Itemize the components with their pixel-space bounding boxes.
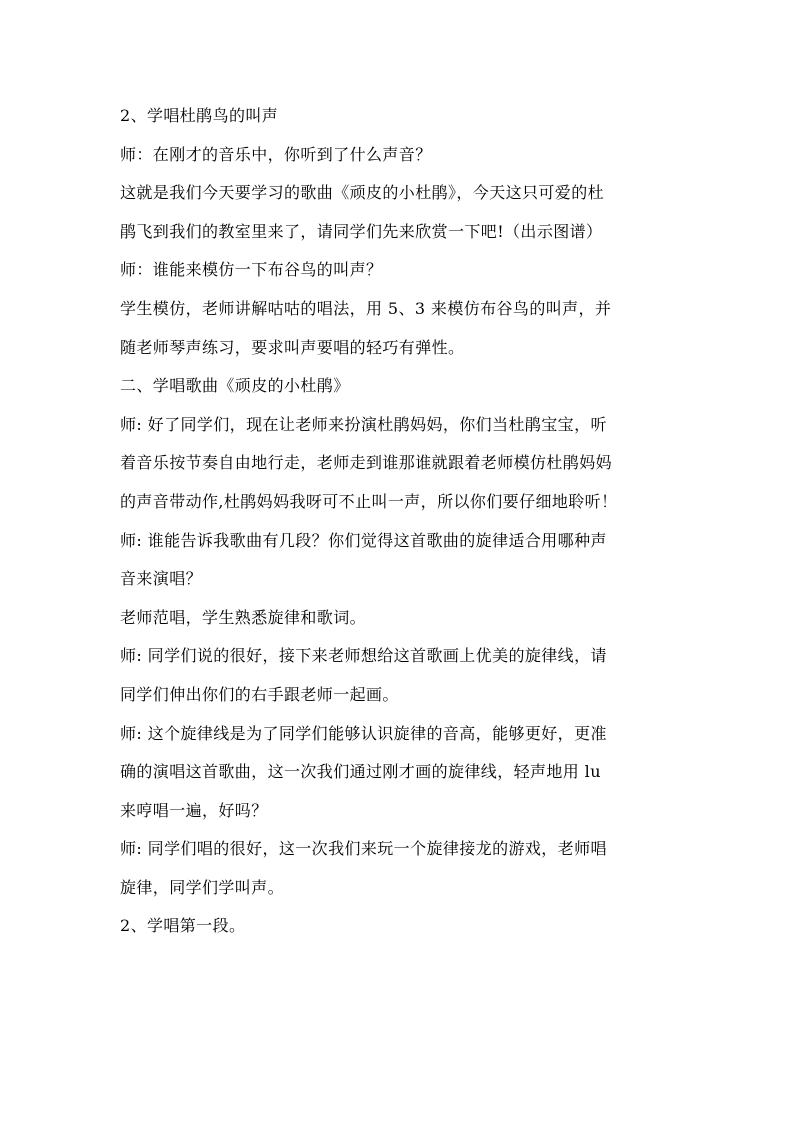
text-line: 确的演唱这首歌曲，这一次我们通过刚才画的旋律线，轻声地用 lu [120, 762, 601, 782]
text-line: 师: 同学们唱的很好，这一次我们来玩一个旋律接龙的游戏，老师唱 [120, 839, 607, 859]
document-body [120, 97, 680, 946]
text-line: 同学们伸出你们的右手跟老师一起画。 [120, 684, 399, 704]
text-line: 老师范唱，学生熟悉旋律和歌词。 [120, 607, 367, 627]
text-line: 鹃飞到我们的教室里来了，请同学们先来欣赏一下吧!（出示图谱） [120, 221, 603, 241]
text-line: 这就是我们今天要学习的歌曲《顽皮的小杜鹃》，今天这只可爱的杜 [120, 183, 605, 203]
text-line: 2、学唱第一段。 [120, 916, 246, 936]
text-line: 随老师琴声练习，要求叫声要唱的轻巧有弹性。 [120, 337, 465, 357]
section-heading: 二、学唱歌曲《顽皮的小杜鹃》 [120, 376, 350, 396]
text-line: 学生模仿，老师讲解咕咕的唱法，用 5、3 来模仿布谷鸟的叫声，并 [120, 298, 612, 318]
text-line: 师: 谁能告诉我歌曲有几段？你们觉得这首歌曲的旋律适合用哪种声 [120, 530, 607, 550]
text-line: 来哼唱一遍，好吗？ [120, 800, 268, 820]
text-line: 2、学唱杜鹃鸟的叫声 [120, 106, 279, 125]
text-line: 的声音带动作,杜鹃妈妈我呀可不止叫一声，所以你们要仔细地聆听！ [120, 491, 618, 511]
text-line: 师：谁能来模仿一下布谷鸟的叫声？ [120, 260, 383, 280]
text-line: 旋律，同学们学叫声。 [120, 877, 285, 897]
text-line: 师: 好了同学们，现在让老师来扮演杜鹃妈妈，你们当杜鹃宝宝，听 [120, 414, 607, 434]
text-line: 师: 同学们说的很好，接下来老师想给这首歌画上优美的旋律线，请 [120, 646, 607, 666]
text-line: 音来演唱？ [120, 569, 203, 589]
text-line: 师：在刚才的音乐中，你听到了什么声音？ [120, 144, 432, 164]
text-line: 师: 这个旋律线是为了同学们能够认识旋律的音高，能够更好，更准 [120, 723, 607, 743]
text-line: 着音乐按节奏自由地行走，老师走到谁那谁就跟着老师模仿杜鹃妈妈 [120, 453, 613, 473]
